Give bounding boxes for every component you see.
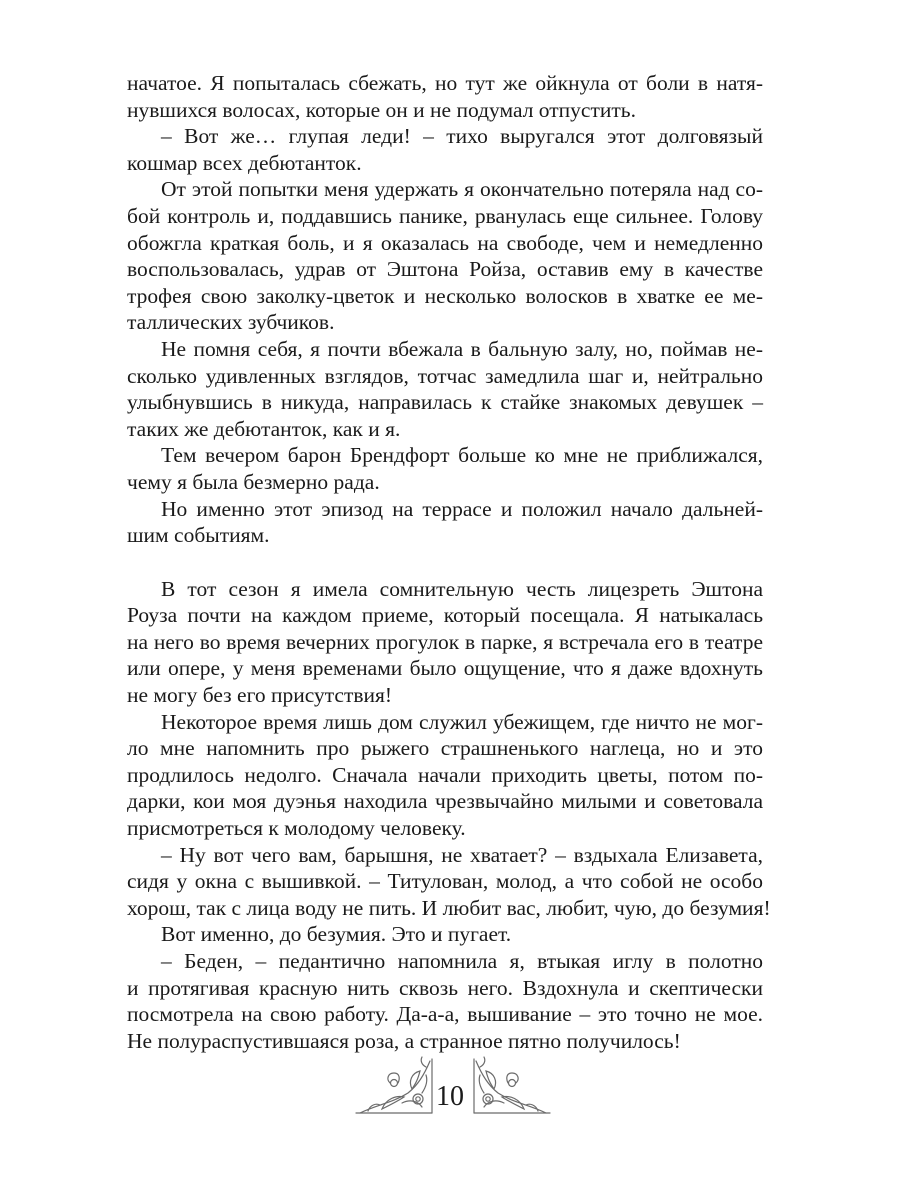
text-line: бой контроль и, поддавшись панике, рванулась еще сильнее. Голову: [127, 203, 763, 228]
text-line: Вот именно, до безумия. Это и пугает.: [161, 922, 512, 947]
text-line: таких же дебютанток, как и я.: [127, 416, 401, 441]
text-line: или опере, у меня временами было ощущение, что я даже вдохнуть: [127, 656, 763, 681]
text-line: Но именно этот эпизод на террасе и положил начало дальней-: [161, 496, 763, 521]
text-line: сколько удивленных взглядов, тотчас замедлила шаг и, нейтрально: [127, 363, 763, 388]
text-line: посмотрела на свою работу. Да-а-а, вышивание – это точно не мое.: [127, 1002, 763, 1027]
text-line: чему я была безмерно рада.: [127, 469, 380, 494]
text-line: таллических зубчиков.: [127, 310, 335, 335]
text-line: Некоторое время лишь дом служил убежищем, где ничто не мог-: [161, 709, 763, 734]
paragraph: [127, 336, 763, 442]
paragraph: [127, 442, 763, 495]
text-line: на него во время вечерних прогулок в парке, я встречала его в театре: [127, 629, 763, 654]
text-line: не могу без его присутствия!: [127, 683, 393, 708]
text-line: дарки, кои моя дуэнья находила чрезвычайно милыми и советовала: [127, 789, 763, 814]
text-line: улыбнувшись в никуда, направилась к стайке знакомых девушек –: [127, 390, 763, 415]
paragraph: [127, 70, 763, 123]
text-line: продлилось недолго. Сначала начали приходить цветы, потом по-: [127, 762, 763, 787]
text-line: присмотреться к молодому человеку.: [127, 816, 466, 841]
text-line: сидя у окна с вышивкой. – Титулован, молод, а что собой не особо: [127, 869, 763, 894]
page-body: [127, 70, 771, 1054]
paragraph: [127, 948, 763, 1054]
page-number: 10: [436, 1081, 464, 1112]
paragraph: [127, 496, 763, 549]
text-line: От этой попытки меня удержать я окончательно потеряла над со-: [161, 177, 763, 202]
paragraph: [127, 842, 771, 922]
text-line: обожгла краткая боль, и я оказалась на свободе, чем и немедленно: [127, 230, 763, 255]
floral-ornament-right-icon: [470, 1053, 554, 1117]
text-line: – Вот же… глупая леди! – тихо выругался этот долговязый: [161, 124, 763, 149]
text-line: Не полураспустившаяся роза, а странное пятно получилось!: [127, 1028, 681, 1053]
text-line: Тем вечером барон Брендфорт больше ко мне не приближался,: [161, 443, 763, 468]
text-line: воспользовалась, удрав от Эштона Ройза, оставив ему в качестве: [127, 257, 763, 282]
text-line: хорош, так с лица воду не пить. И любит вас, любит, чую, до безумия!: [127, 895, 771, 920]
text-line: и протягивая красную нить сквозь него. Вздохнула и скептически: [127, 975, 763, 1000]
text-line: В тот сезон я имела сомнительную честь лицезреть Эштона: [161, 576, 763, 601]
paragraph: [127, 921, 763, 948]
paragraph: [127, 123, 763, 176]
text-line: Роуза почти на каждом приеме, который посещала. Я натыкалась: [127, 603, 763, 628]
text-line: кошмар всех дебютанток.: [127, 150, 362, 175]
text-line: – Беден, – педантично напомнила я, втыкая иглу в полотно: [161, 949, 763, 973]
text-line: нувшихся волосах, которые он и не подумал отпустить.: [127, 97, 636, 122]
paragraph: [127, 576, 763, 709]
section-break: [127, 549, 763, 576]
paragraph: [127, 709, 763, 842]
paragraph: [127, 176, 763, 336]
text-line: ло мне напомнить про рыжего страшненького наглеца, но и это: [127, 736, 763, 761]
text-line: трофея свою заколку-цветок и несколько волосков в хватке ее ме-: [127, 283, 763, 308]
text-line: шим событиям.: [127, 523, 270, 548]
text-line: начатое. Я попыталась сбежать, но тут же ойкнула от боли в натя-: [127, 71, 763, 95]
text-line: Не помня себя, я почти вбежала в бальную залу, но, поймав не-: [161, 336, 763, 361]
page-footer: [0, 1053, 900, 1123]
text-line: – Ну вот чего вам, барышня, не хватает? – вздыхала Елизавета,: [161, 842, 763, 867]
